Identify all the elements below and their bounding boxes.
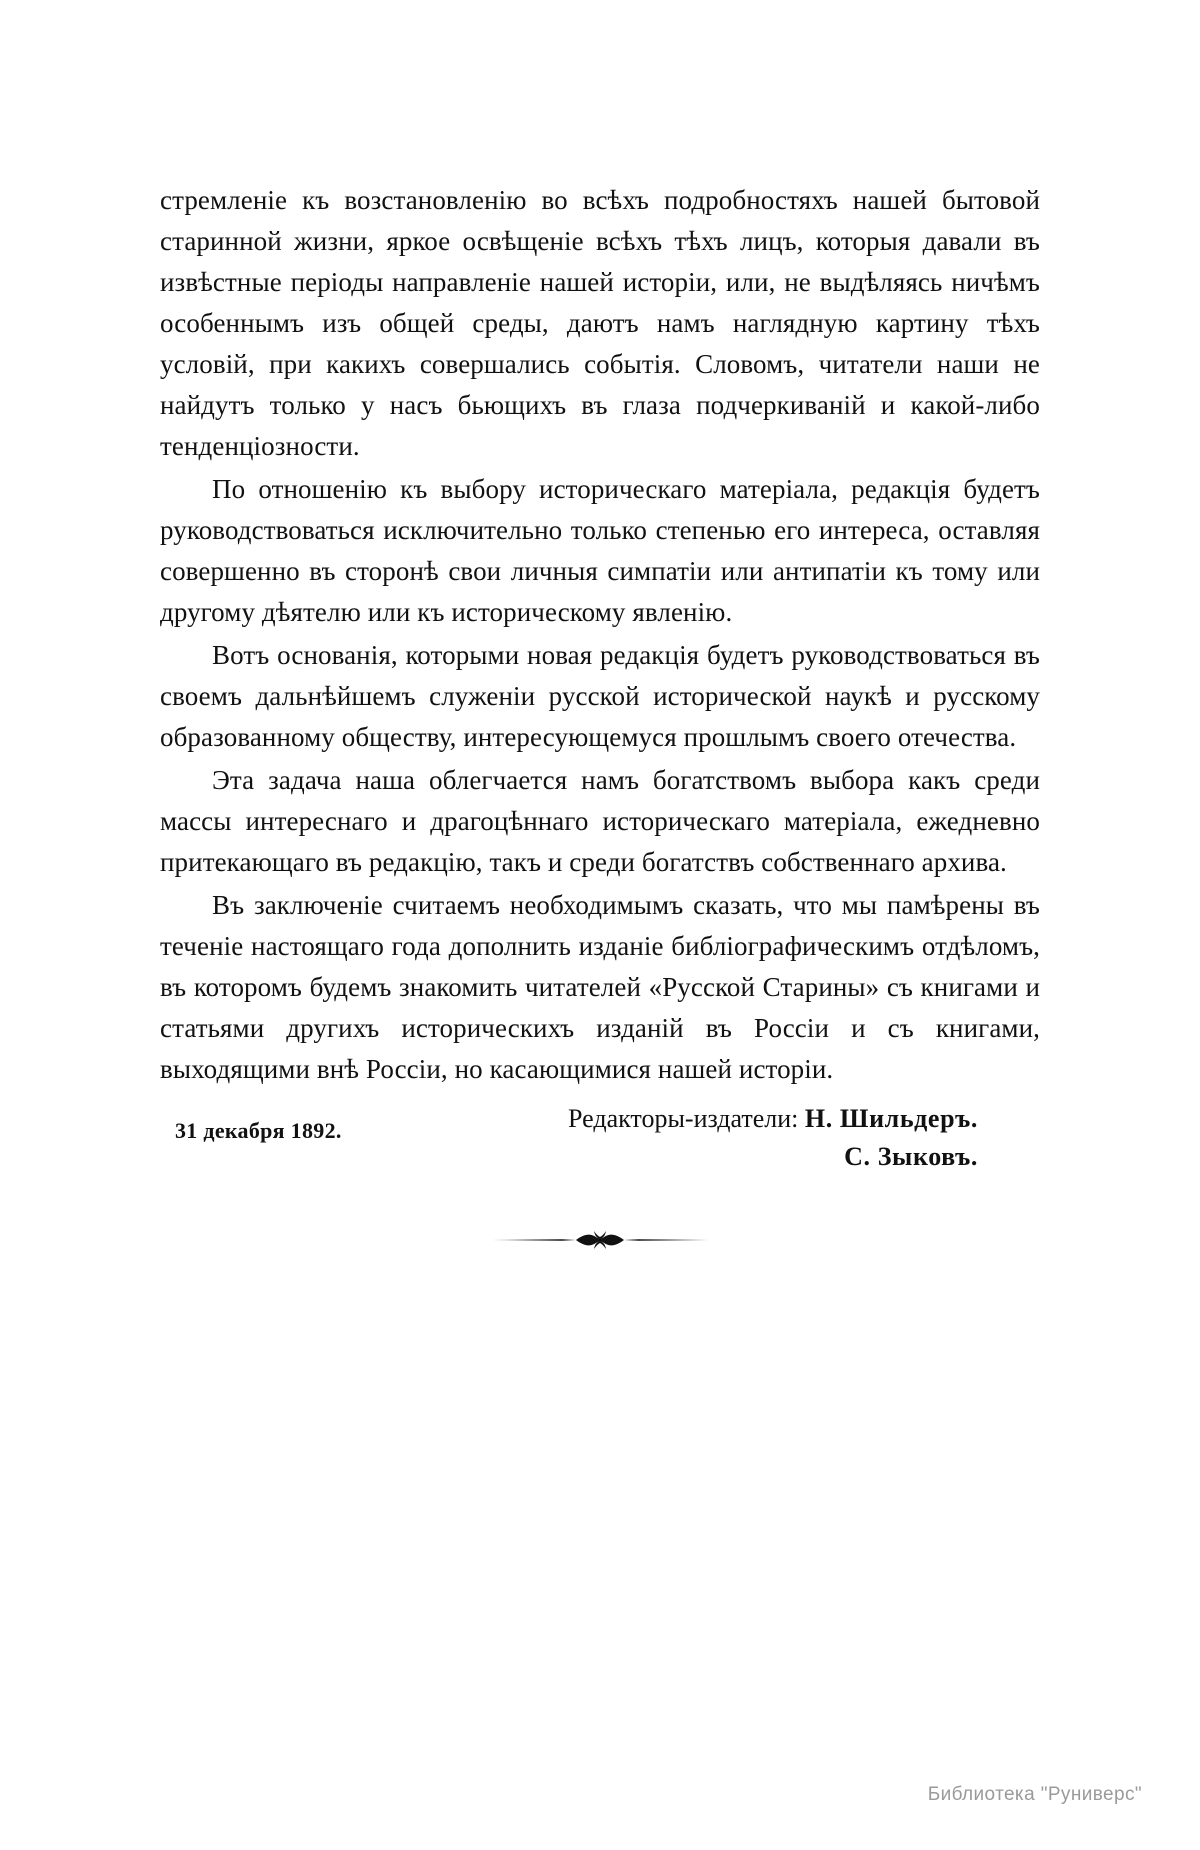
paragraph-5: Въ заключеніе считаемъ необходимымъ сказать, что мы памѣрены въ теченіе настоящаго года дополнить изданіе библіографическимъ отдѣломъ, въ которомъ будемъ знакомить читателей «Русской Старины» съ книгами и статьями другихъ историческихъ изданій въ Россіи и съ книгами, выходящими внѣ Россіи, но касающимися нашей исторіи.	[160, 890, 1040, 1084]
signature-role-label: Редакторы-издатели:	[568, 1104, 799, 1133]
body-text-column	[160, 180, 1040, 1176]
date-line: 31 декабря 1892.	[175, 1118, 342, 1143]
signature-name-second: С. Зыковъ.	[844, 1142, 978, 1171]
library-watermark: Библиотека "Руниверс"	[927, 1784, 1142, 1805]
paragraph-1: стремленіе къ возстановленію во всѣхъ подробностяхъ нашей бытовой старинной жизни, яркое освѣщеніе всѣхъ тѣхъ лицъ, которыя давали въ извѣстные періоды направленіе нашей исторіи, или, не выдѣляясь ничѣмъ особеннымъ изъ общей среды, даютъ намъ наглядную картину тѣхъ условій, при какихъ совершались событія. Словомъ, читатели наши не найдутъ только у насъ бьющихъ въ глаза подчеркиваній и какой-либо тенденціозности.	[160, 185, 1040, 461]
signature-name-first: Н. Шильдеръ.	[804, 1104, 978, 1133]
ornament-icon	[490, 1228, 710, 1252]
paragraph-2: По отношенію къ выбору историческаго матеріала, редакція будетъ руководствоваться исключительно только степенью его интереса, оставляя совершенно въ сторонѣ свои личныя симпатіи или антипатіи къ тому или другому дѣятелю или къ историческому явленію.	[160, 474, 1040, 627]
ornament-divider	[0, 1228, 1200, 1252]
paragraph-4: Эта задача наша облегчается намъ богатствомъ выбора какъ среди массы интереснаго и драгоцѣннаго историческаго матеріала, ежедневно притекающаго въ редакцію, такъ и среди богатствъ собственнаго архива.	[160, 765, 1040, 877]
paragraph-3: Вотъ основанія, которыми новая редакція будетъ руководствоваться въ своемъ дальнѣйшемъ служеніи русской исторической наукѣ и русскому образованному обществу, интересующемуся прошлымъ своего отечества.	[160, 640, 1040, 752]
